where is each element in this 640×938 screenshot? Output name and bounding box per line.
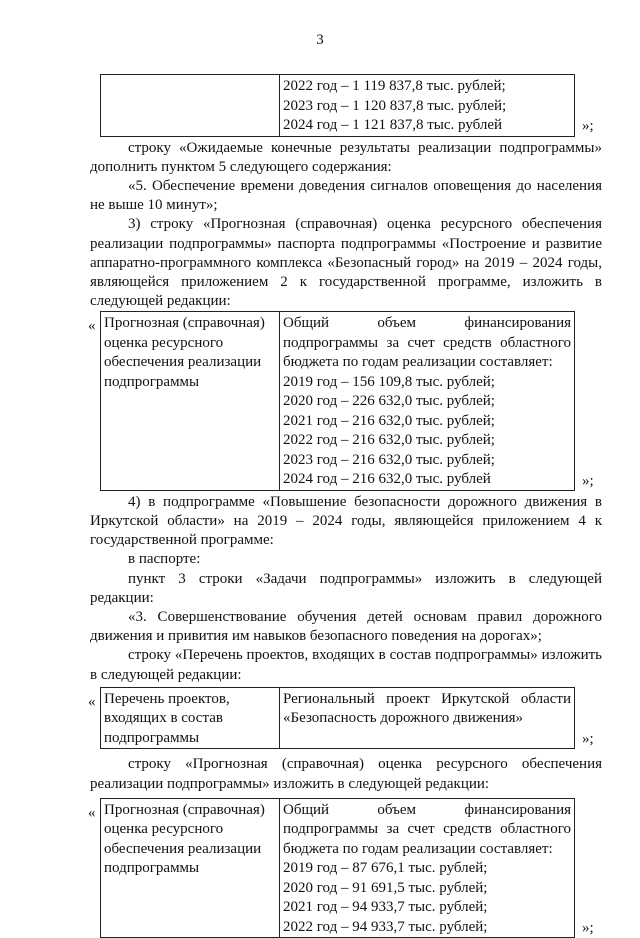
table-row	[101, 75, 575, 137]
table-cell-left	[101, 687, 280, 749]
closing-quote: »;	[582, 118, 594, 135]
table-line: 2024 год – 1 121 837,8 тыс. рублей	[283, 117, 503, 133]
table-line: Прогнозная (справочная)	[104, 315, 265, 332]
table-line: 2019 год – 156 109,8 тыс. рублей;	[283, 373, 495, 390]
table-line: обеспечения реализации	[104, 354, 262, 371]
table-line: Общий объем финансирования	[283, 315, 571, 332]
table-cell-right	[280, 687, 575, 749]
table-line: подпрограммы за счет средств областного	[283, 334, 571, 351]
table-line: бюджета по годам реализации составляет:	[283, 840, 553, 857]
table-line: 2023 год – 216 632,0 тыс. рублей;	[283, 451, 495, 468]
table-top	[100, 74, 575, 137]
table-line: подпрограммы	[104, 729, 200, 746]
table-top-wrapper	[90, 74, 602, 137]
table-line: обеспечения реализации	[104, 840, 262, 857]
opening-quote: «	[88, 693, 96, 710]
opening-quote: «	[88, 318, 96, 335]
table-line: оценка ресурсного	[104, 821, 224, 838]
table-line: 2021 год – 94 933,7 тыс. рублей;	[283, 899, 488, 916]
table-line: 2022 год – 94 933,7 тыс. рублей;	[283, 918, 488, 935]
table-line: Общий объем финансирования	[283, 801, 571, 818]
paragraph: строку «Прогнозная (справочная) оценка ресурсного обеспечения реализации подпрограммы» изложить в следующей редакции:	[90, 756, 602, 792]
table-line: подпрограммы	[104, 373, 200, 390]
document-body	[90, 74, 602, 938]
paragraph: строку «Перечень проектов, входящих в состав подпрограммы» изложить в следующей редакции:	[90, 647, 602, 683]
table-row	[101, 798, 575, 938]
table-cell-right	[280, 75, 575, 137]
table-3-wrapper	[90, 687, 602, 750]
paragraph: 4) в подпрограмме «Повышение безопасности дорожного движения в Иркутской области» на 2019 – 2024 годы, являющейся приложением 4 к государственной программе:	[90, 493, 602, 549]
table-line: подпрограммы за счет средств областного	[283, 821, 571, 838]
table-cell-left	[101, 75, 280, 137]
table-2	[100, 311, 575, 491]
table-4	[100, 798, 575, 938]
paragraph: пункт 3 строки «Задачи подпрограммы» изложить в следующей редакции:	[90, 570, 602, 606]
table-line: 2022 год – 216 632,0 тыс. рублей;	[283, 432, 495, 449]
table-line: 2024 год – 216 632,0 тыс. рублей	[283, 471, 491, 488]
closing-quote: »;	[582, 472, 594, 489]
table-line: бюджета по годам реализации составляет:	[283, 354, 553, 371]
table-line: подпрограммы	[104, 860, 200, 877]
table-cell-right	[280, 312, 575, 491]
page-number: 3	[316, 32, 324, 48]
table-cell-right	[280, 798, 575, 938]
table-2-wrapper	[90, 311, 602, 491]
table-line: оценка ресурсного	[104, 334, 224, 351]
paragraph: «3. Совершенствование обучения детей основам правил дорожного движения и привития им навыков безопасного поведения на дорогах»;	[90, 609, 602, 645]
table-line: Прогнозная (справочная)	[104, 801, 265, 818]
table-line: 2020 год – 91 691,5 тыс. рублей;	[283, 879, 488, 896]
table-line: Региональный проект Иркутской области	[283, 690, 571, 707]
table-line: 2023 год – 1 120 837,8 тыс. рублей;	[283, 97, 507, 114]
paragraph: в паспорте:	[128, 551, 201, 568]
closing-quote: »;	[582, 920, 594, 937]
table-cell-left	[101, 798, 280, 938]
table-4-wrapper	[90, 798, 602, 938]
table-3	[100, 687, 575, 750]
table-cell-left	[101, 312, 280, 491]
closing-quote: »;	[582, 731, 594, 748]
table-line: «Безопасность дорожного движения»	[283, 710, 524, 727]
table-line: 2021 год – 216 632,0 тыс. рублей;	[283, 412, 495, 429]
table-line: входящих в состав	[104, 710, 223, 727]
opening-quote: «	[88, 804, 96, 821]
table-line: 2019 год – 87 676,1 тыс. рублей;	[283, 860, 488, 877]
paragraph: «5. Обеспечение времени доведения сигналов оповещения до населения не выше 10 минут»;	[90, 177, 602, 214]
table-row	[101, 312, 575, 491]
table-row	[101, 687, 575, 749]
table-line: 2022 год – 1 119 837,8 тыс. рублей;	[283, 78, 506, 94]
paragraph: 3) строку «Прогнозная (справочная) оценка ресурсного обеспечения реализации подпрограммы» паспорта подпрограммы «Построение и развитие аппаратно-программного комплекса «Безопасный город» на 2019 – 2024 годы, являющейся приложением 2 к государственной программе, изложить в следующей редакции:	[90, 216, 602, 310]
table-line: 2020 год – 226 632,0 тыс. рублей;	[283, 393, 495, 410]
table-line: Перечень проектов,	[104, 690, 230, 707]
paragraph: строку «Ожидаемые конечные результаты реализации подпрограммы» дополнить пунктом 5 следующего содержания:	[90, 139, 602, 175]
